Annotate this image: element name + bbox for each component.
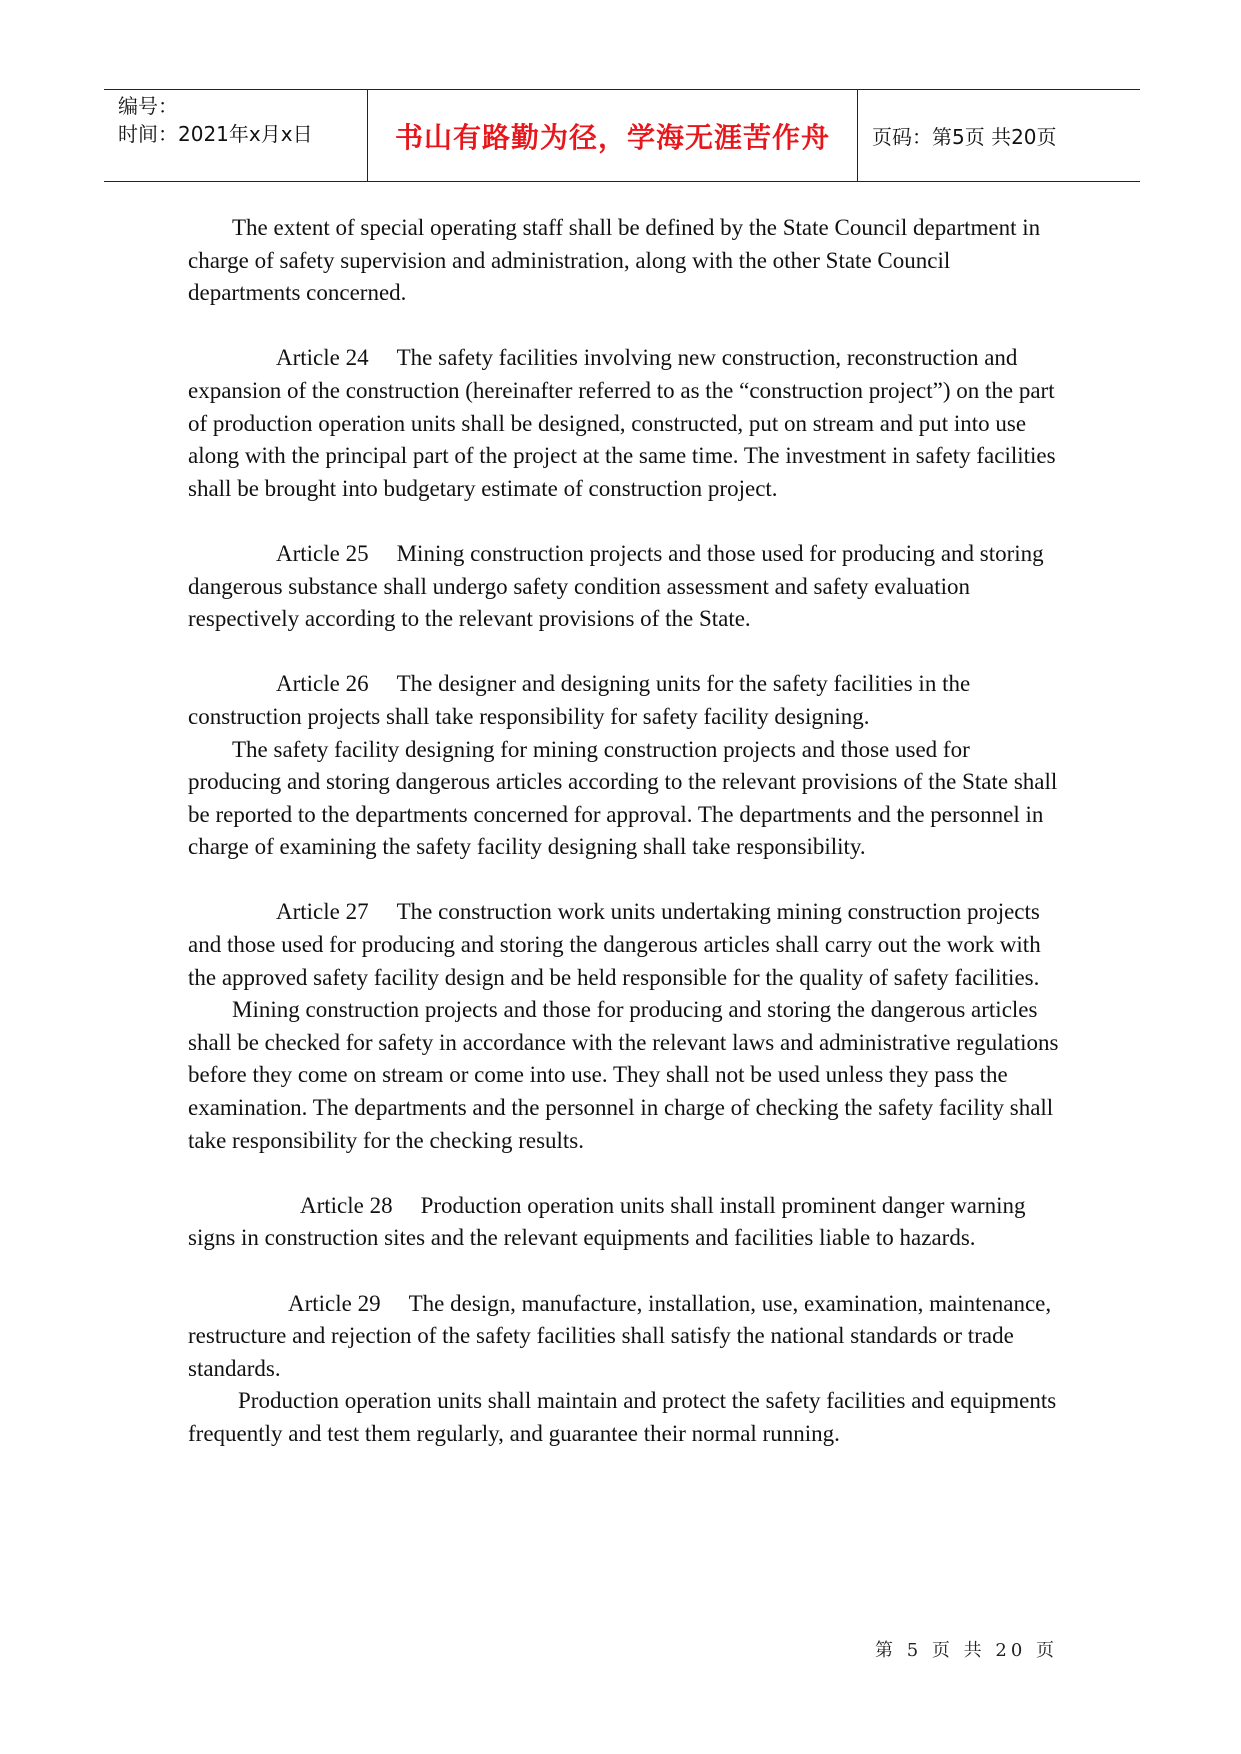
paragraph: Mining construction projects and those for producing and storing the dangerous articles shall be checked for safety in accordance with the relevant laws and administrative regulations before they come on stream or come into use. They shall not be used unless they pass the examination. The departments and the personnel in charge of checking the safety facility shall take responsibility for the checking results. [188, 997, 1059, 1153]
article-28 [188, 1190, 1068, 1255]
paragraph [188, 538, 1068, 636]
paragraph [188, 668, 1068, 733]
article-text: The safety facilities involving new construction, reconstruction and expansion of the construction (hereinafter referred to as the “construction project”) on the part of production operation units shall be designed, constructed, put on stream and put into use along with the principal part of the project at the same time. The investment in safety facilities shall be brought into budgetary estimate of construction project. [188, 345, 1056, 501]
article-text: Production operation units shall install prominent danger warning signs in construction sites and the relevant equipments and facilities liable to hazards. [188, 1192, 1026, 1251]
article-number: Article 29 [288, 1290, 381, 1316]
paragraph: The extent of special operating staff shall be defined by the State Council department in charge of safety supervision and administration, along with the other State Council departments concerned. [188, 215, 1041, 306]
document-number-label: 编号： [118, 94, 178, 118]
section-intro [188, 212, 1068, 310]
document-body [188, 212, 1068, 1483]
article-number: Article 24 [276, 345, 369, 371]
paragraph [188, 1190, 1068, 1255]
article-number: Article 27 [276, 899, 369, 925]
paragraph [188, 342, 1068, 505]
article-24 [188, 342, 1068, 505]
page-footer: 第 5 页 共 20 页 [875, 1640, 1058, 1661]
article-text: The construction work units undertaking mining construction projects and those used for producing and storing the dangerous articles shall carry out the work with the approved safety facility design and be held responsible for the quality of safety facilities. [188, 899, 1041, 990]
paragraph: Production operation units shall maintain and protect the safety facilities and equipments frequently and test them regularly, and guarantee their normal running. [188, 1388, 1057, 1446]
article-text: The designer and designing units for the safety facilities in the construction projects shall take responsibility for safety facility designing. [188, 671, 971, 729]
article-text: Mining construction projects and those used for producing and storing dangerous substance shall undergo safety condition assessment and safety evaluation respectively according to the relevant provisions of the State. [188, 540, 1044, 632]
document-time-label: 时间：2021年x月x日 [118, 122, 313, 146]
article-29 [188, 1288, 1068, 1451]
header-meta-cell [104, 90, 368, 181]
document-header [104, 89, 1140, 182]
article-number: Article 25 [276, 540, 369, 566]
article-text: The design, manufacture, installation, use, examination, maintenance, restructure and rejection of the safety facilities shall satisfy the national standards or trade standards. [188, 1290, 1052, 1381]
paragraph [188, 1288, 1068, 1386]
article-25 [188, 538, 1068, 636]
article-26 [188, 668, 1068, 864]
paragraph: The safety facility designing for mining construction projects and those used for producing and storing dangerous articles according to the relevant provisions of the State shall be reported to the departments concerned for approval. The departments and the personnel in charge of examining the safety facility designing shall take responsibility. [188, 736, 1058, 860]
header-motto: 书山有路勤为径，学海无涯苦作舟 [368, 90, 858, 181]
article-number: Article 26 [276, 671, 369, 697]
article-number: Article 28 [300, 1192, 393, 1218]
paragraph [188, 896, 1068, 994]
header-page-number: 页码：第5页 共20页 [872, 125, 1057, 149]
article-27 [188, 896, 1068, 1157]
